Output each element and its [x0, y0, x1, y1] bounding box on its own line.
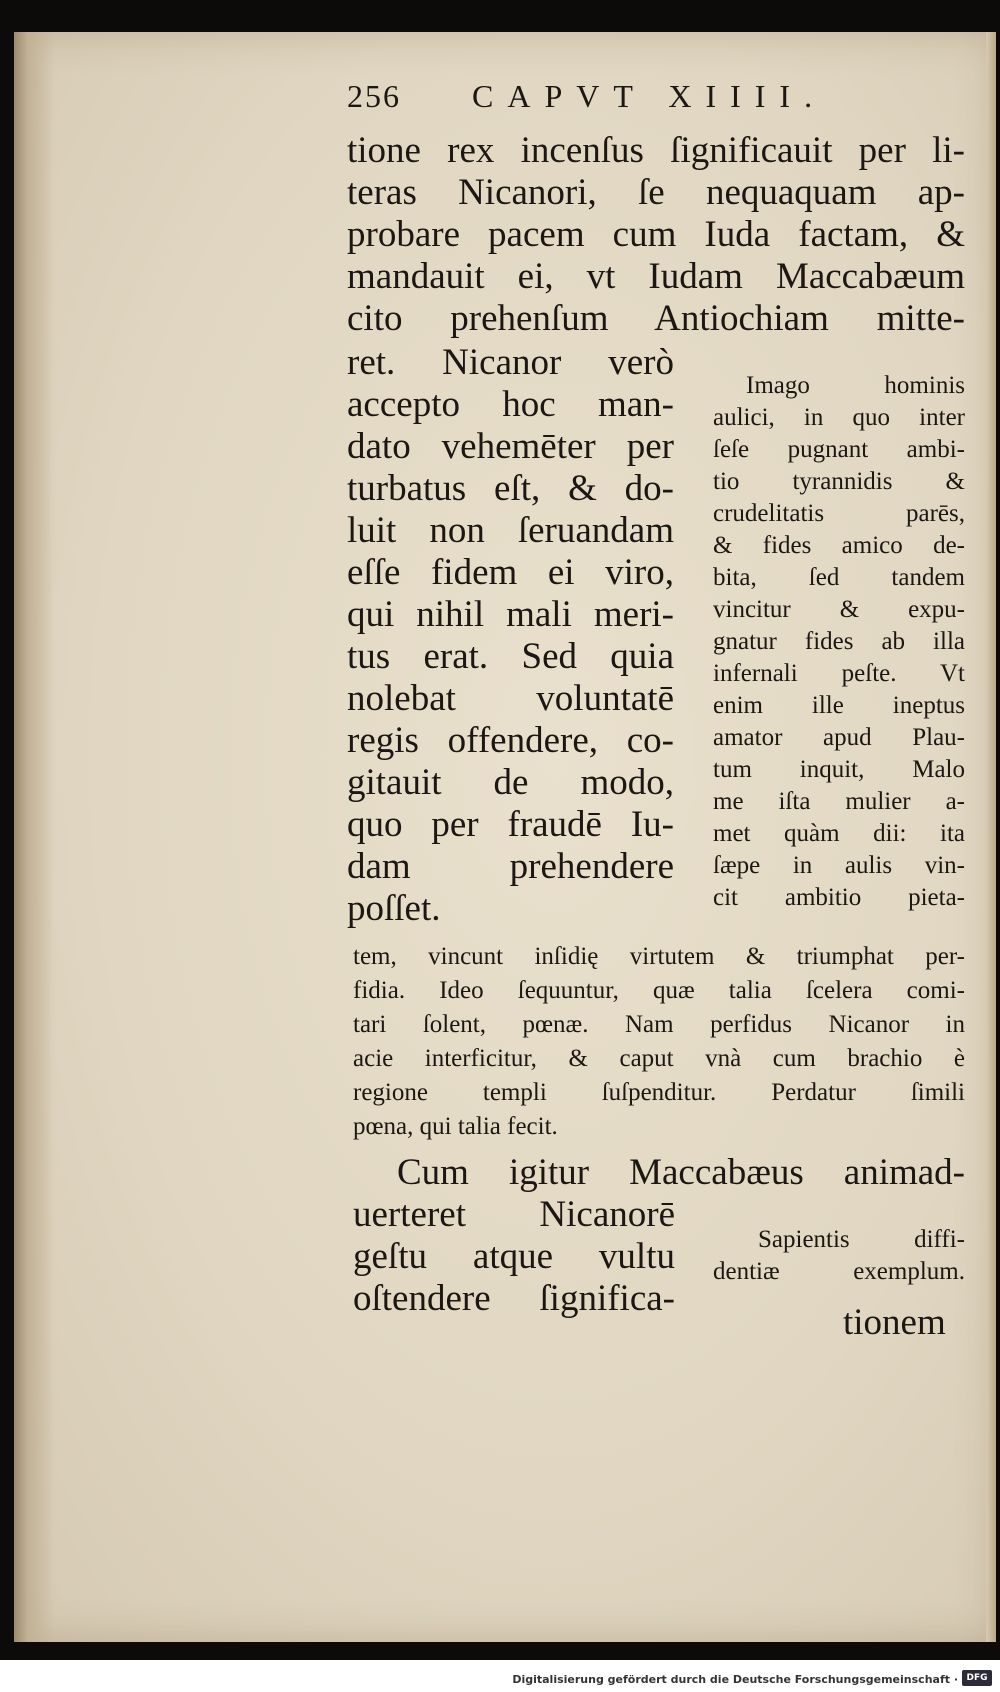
main-text-block-3: [353, 940, 965, 1144]
text-line: regis offendere, co-: [347, 720, 674, 761]
text-line: luit non ſeruandam: [347, 510, 674, 551]
page-number: 256: [347, 78, 401, 114]
note-line: met quàm dii: ita: [713, 820, 965, 847]
note-line: cit ambitio pieta-: [713, 884, 965, 911]
text-line: qui nihil mali meri-: [347, 594, 674, 635]
text-line: turbatus eſt, & do-: [347, 468, 674, 509]
text-line: ret. Nicanor verò: [347, 342, 674, 383]
text-line: regione templi ſuſpenditur. Perdatur ſimili: [353, 1079, 965, 1106]
text-line: tus erat. Sed quia: [347, 636, 674, 677]
catchword: tionem: [843, 1302, 946, 1343]
main-text-block-1: [347, 130, 965, 340]
note-line: vincitur & expu-: [713, 596, 965, 623]
note-line: tio tyrannidis &: [713, 468, 965, 495]
text-line: mandauit ei, vt Iudam Maccabæum: [347, 256, 965, 297]
text-line: quo per fraudē Iu-: [347, 804, 674, 845]
text-line: dam prehendere: [347, 846, 674, 887]
note-line: & fides amico de-: [713, 532, 965, 559]
text-line: fidia. Ideo ſequuntur, quæ talia ſcelera comi-: [353, 977, 965, 1004]
marginal-note-1: [713, 370, 965, 914]
text-line: accepto hoc man-: [347, 384, 674, 425]
text-line: dato vehemēter per: [347, 426, 674, 467]
dfg-logo-icon: DFG: [962, 1670, 992, 1686]
footer-credit: Digitalisierung gefördert durch die Deutsche Forschungsgemeinschaft ·: [512, 1673, 958, 1686]
text-line: geſtu atque vultu: [353, 1236, 675, 1277]
note-line: me iſta mulier a-: [713, 788, 965, 815]
text-line: Cum igitur Maccabæus animad-: [397, 1152, 965, 1193]
text-line: teras Nicanori, ſe nequaquam ap-: [347, 172, 965, 213]
note-line: crudelitatis parēs,: [713, 500, 965, 527]
note-line: infernali peſte. Vt: [713, 660, 965, 687]
page-gutter-shadow: [14, 32, 54, 1642]
text-line: oſtendere ſignifica-: [353, 1278, 675, 1319]
text-line: nolebat voluntatē: [347, 678, 674, 719]
text-line: gitauit de modo,: [347, 762, 674, 803]
text-line: tari ſolent, pœnæ. Nam perfidus Nicanor in: [353, 1011, 965, 1038]
note-line: Sapientis diffi-: [758, 1226, 965, 1253]
note-line: Imago hominis: [746, 372, 965, 399]
main-text-block-4-first-line: [397, 1152, 965, 1194]
note-line: amator apud Plau-: [713, 724, 965, 751]
text-line: cito prehenſum Antiochiam mitte-: [347, 298, 965, 339]
note-line: ſeſe pugnant ambi-: [713, 436, 965, 463]
text-line: acie interficitur, & caput vnà cum brachio è: [353, 1045, 965, 1072]
text-line: poſſet.: [347, 888, 441, 929]
text-line: tem, vincunt inſidię virtutem & triumphat per-: [353, 943, 965, 970]
note-line: ſæpe in aulis vin-: [713, 852, 965, 879]
text-line: tione rex incenſus ſignificauit per li-: [347, 130, 965, 171]
running-title: CAPVT XIIII.: [472, 78, 827, 114]
note-line: tum inquit, Malo: [713, 756, 965, 783]
note-line: enim ille ineptus: [713, 692, 965, 719]
note-line: dentiæ exemplum.: [713, 1258, 965, 1285]
text-line: uerteret Nicanorē: [353, 1194, 675, 1235]
main-text-block-2: [347, 342, 674, 930]
text-line: probare pacem cum Iuda factam, &: [347, 214, 965, 255]
note-line: aulici, in quo inter: [713, 404, 965, 431]
main-text-block-4: [353, 1194, 675, 1320]
note-line: gnatur fides ab illa: [713, 628, 965, 655]
page-right-edge: [986, 32, 996, 1642]
text-line: eſſe fidem ei viro,: [347, 552, 674, 593]
note-line: bita, ſed tandem: [713, 564, 965, 591]
marginal-note-2: [713, 1224, 965, 1288]
text-line: pœna, qui talia fecit.: [353, 1113, 558, 1140]
